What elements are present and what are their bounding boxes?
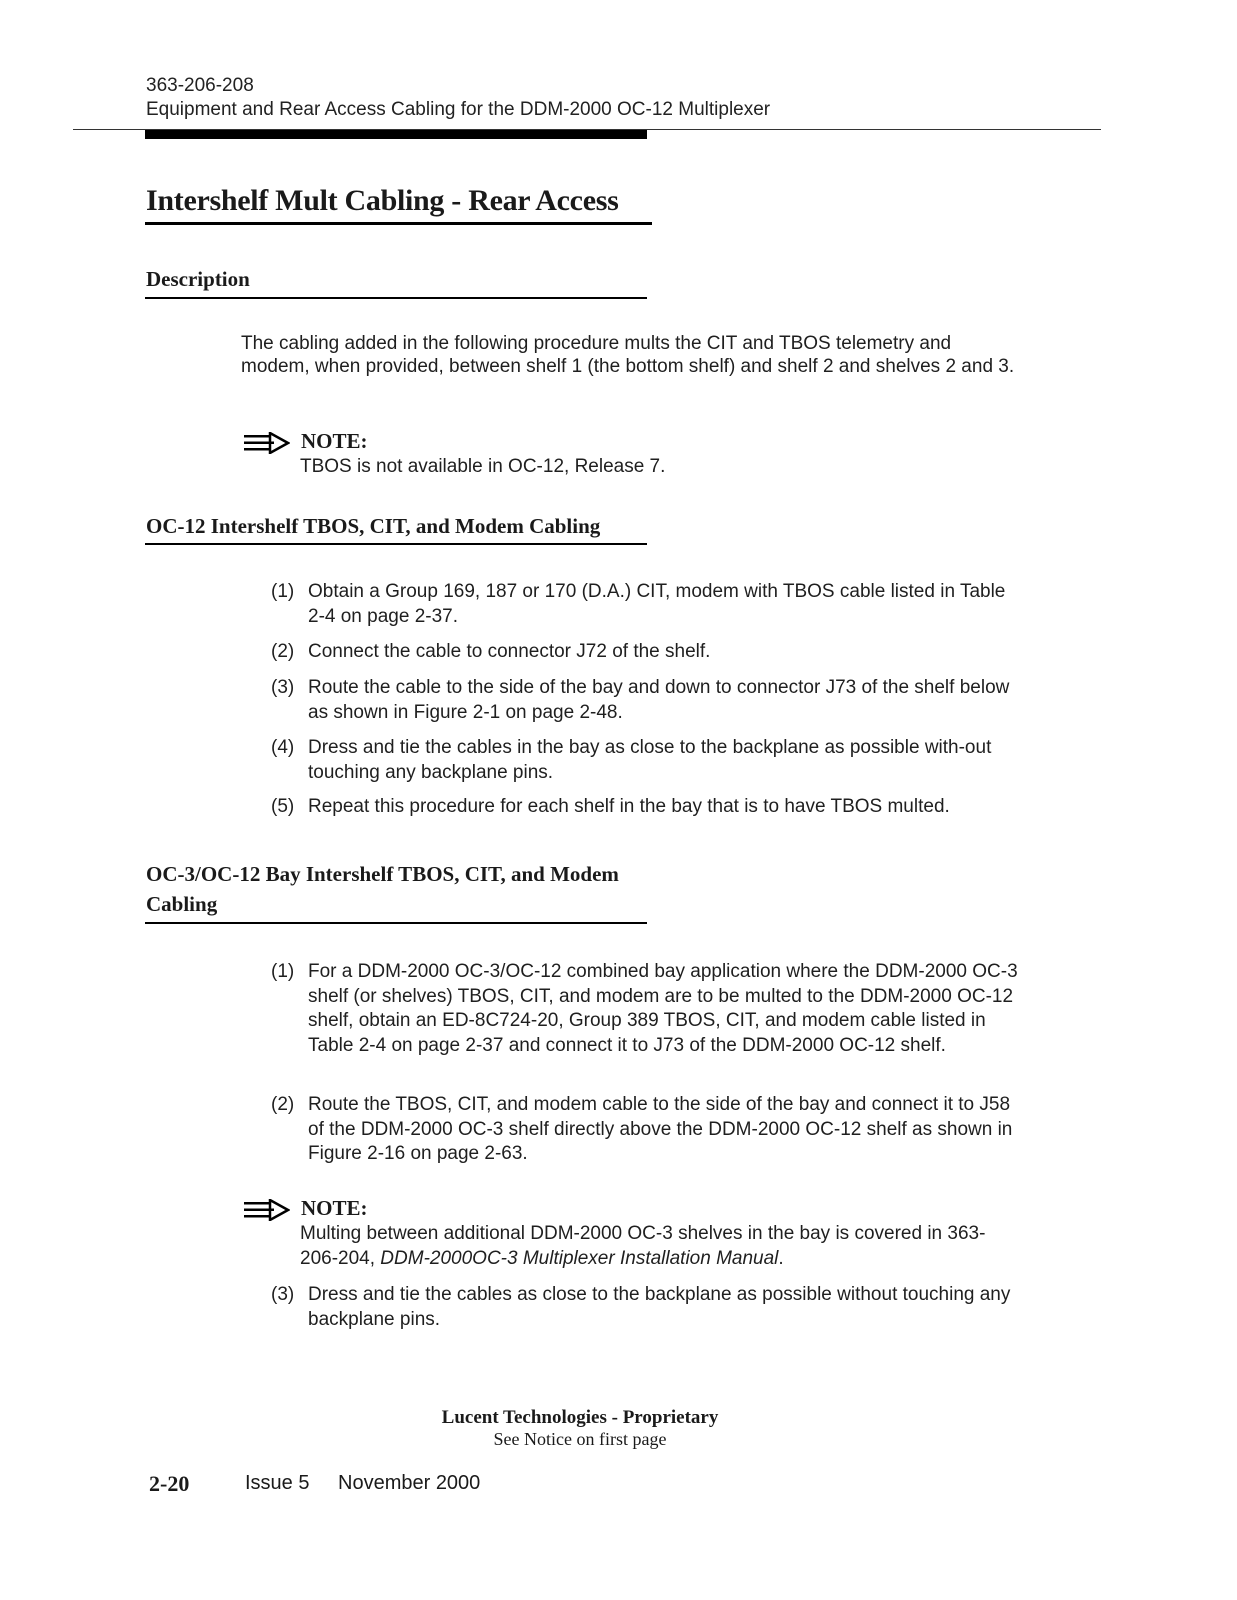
- description-heading: Description: [146, 267, 250, 291]
- note-text-suffix: .: [778, 1247, 784, 1269]
- issue-date: November 2000: [338, 1472, 481, 1494]
- note-text: [300, 1222, 1020, 1271]
- list-item: [271, 1283, 1021, 1332]
- header-doc-number: 363-206-208: [146, 75, 254, 96]
- manual-title: DDM-2000OC-3 Multiplexer Installation Manual: [380, 1247, 779, 1269]
- note-arrow-icon: [244, 1199, 290, 1221]
- section-title: Intershelf Mult Cabling - Rear Access: [146, 184, 619, 217]
- list-item: [271, 1093, 1021, 1167]
- oc3-heading-line1: OC-3/OC-12 Bay Intershelf TBOS, CIT, and Modem: [146, 862, 619, 886]
- step-text: Dress and tie the cables in the bay as close to the backplane as possible with-out touching any backplane pins.: [308, 737, 992, 783]
- oc12-heading: OC-12 Intershelf TBOS, CIT, and Modem Cabling: [146, 514, 601, 538]
- note-label: NOTE:: [301, 1196, 368, 1220]
- note-text-prefix: Multing between additional DDM-2000 OC-3 shelves in the bay is covered in 363-206-204,: [300, 1223, 986, 1269]
- step-number: (2): [271, 1094, 295, 1115]
- step-number: (4): [271, 737, 295, 758]
- step-text: Connect the cable to connector J72 of the shelf.: [308, 641, 711, 662]
- list-item: [271, 640, 1021, 665]
- footer-notice: See Notice on first page: [493, 1429, 667, 1449]
- description-paragraph: The cabling added in the following procedure mults the CIT and TBOS telemetry and modem, when provided, between shelf 1 (the bottom shelf) and shelf 2 and shelves 2 and 3.: [241, 333, 1015, 377]
- step-text: Obtain a Group 169, 187 or 170 (D.A.) CIT, modem with TBOS cable listed in Table 2-4 on page 2-37.: [308, 581, 1006, 627]
- oc12-heading-rule: [145, 543, 647, 545]
- list-item: [271, 580, 1021, 629]
- step-number: (3): [271, 677, 295, 698]
- step-text: Repeat this procedure for each shelf in the bay that is to have TBOS multed.: [308, 796, 950, 817]
- oc3-heading-rule: [145, 922, 647, 924]
- list-item: [271, 676, 1021, 725]
- list-item: [271, 736, 1021, 785]
- step-text: Dress and tie the cables as close to the backplane as possible without touching any backplane pins.: [308, 1284, 1011, 1330]
- step-text: Route the cable to the side of the bay and down to connector J73 of the shelf below as shown in Figure 2-1 on page 2-48.: [308, 677, 1010, 723]
- note-text: TBOS is not available in OC-12, Release 7.: [300, 456, 666, 477]
- step-text: For a DDM-2000 OC-3/OC-12 combined bay application where the DDM-2000 OC-3 shelf (or shelves) TBOS, CIT, and modem are to be multed to the DDM-2000 OC-12 shelf, obtain an ED-8C724-20, Group 389 TBOS, CIT, and modem cable listed in Table 2-4 on page 2-37 and connect it to J73 of the DDM-2000 OC-12 shelf.: [308, 961, 1018, 1056]
- step-text: Route the TBOS, CIT, and modem cable to the side of the bay and connect it to J58 of the DDM-2000 OC-3 shelf directly above the DDM-2000 OC-12 shelf as shown in Figure 2-16 on page 2-63.: [308, 1094, 1013, 1164]
- description-heading-rule: [145, 297, 647, 299]
- footer-company: Lucent Technologies - Proprietary: [441, 1407, 719, 1428]
- issue-label: Issue 5: [245, 1472, 310, 1494]
- step-number: (1): [271, 961, 295, 982]
- note-label: NOTE:: [301, 429, 368, 453]
- step-number: (1): [271, 581, 295, 602]
- step-number: (5): [271, 796, 295, 817]
- section-title-rule: [145, 222, 652, 225]
- header-doc-title: Equipment and Rear Access Cabling for the DDM-2000 OC-12 Multiplexer: [146, 99, 771, 120]
- step-number: (2): [271, 641, 295, 662]
- step-number: (3): [271, 1284, 295, 1305]
- header-bar: [145, 130, 647, 139]
- page-number: 2-20: [149, 1471, 190, 1496]
- list-item: [271, 795, 1021, 820]
- note-arrow-icon: [244, 432, 290, 454]
- list-item: [271, 960, 1021, 1058]
- oc3-heading-line2: Cabling: [146, 892, 218, 916]
